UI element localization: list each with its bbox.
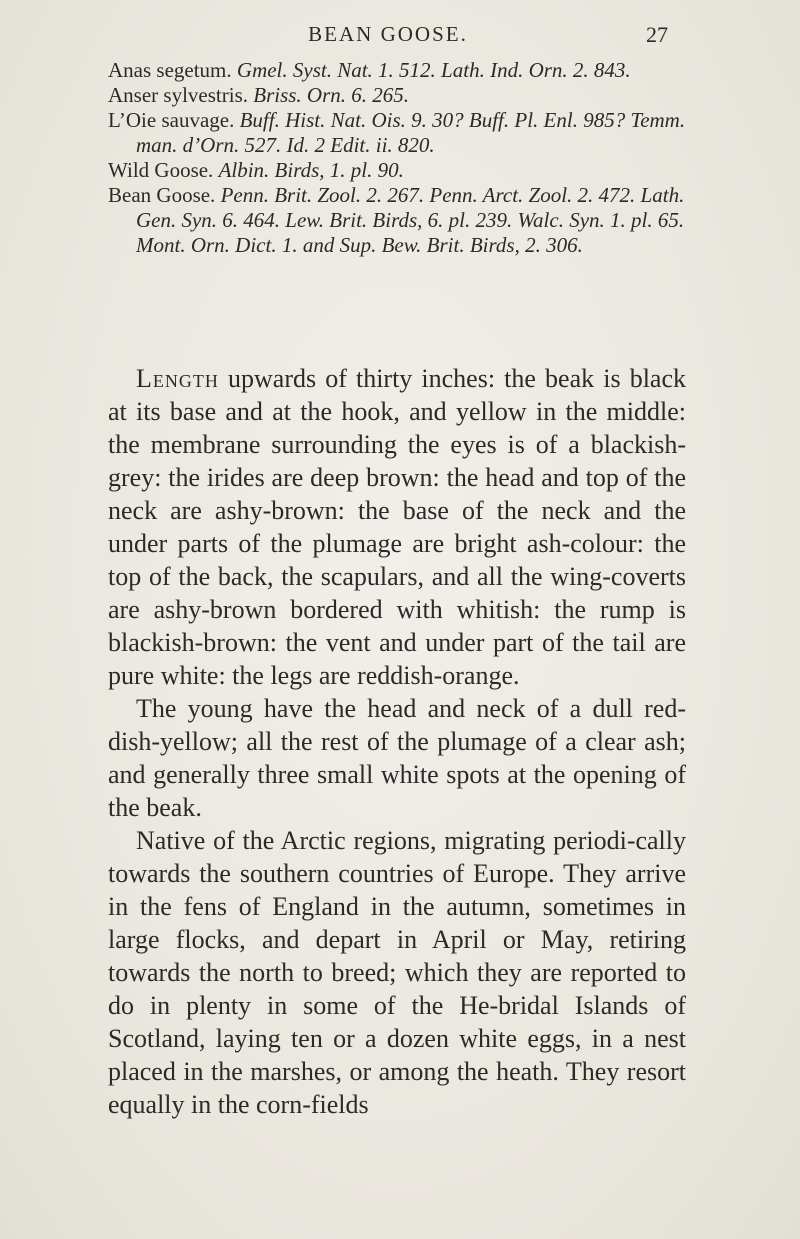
synonymy-list <box>108 58 686 258</box>
paragraph-lead-word: Length <box>136 364 219 393</box>
synonym-entry <box>108 158 686 183</box>
synonym-name: Wild Goose. <box>108 158 214 182</box>
running-title: BEAN GOOSE. <box>308 22 468 46</box>
paragraph-description <box>108 362 686 692</box>
synonym-references: Buff. Hist. Nat. Ois. 9. 30? Buff. Pl. Enl. 985? Temm. man. d’Orn. 527. Id. 2 Edit. ii. 820. <box>136 108 686 157</box>
synonym-entry <box>108 83 686 108</box>
synonym-name: L’Oie sauvage. <box>108 108 235 132</box>
synonym-references: Briss. Orn. 6. 265. <box>253 83 410 107</box>
synonym-entry <box>108 58 686 83</box>
paragraph-text: upwards of thirty inches: the beak is black at its base and at the hook, and yellow in the middle: the membrane surrounding the eyes is of a blackish-grey: the irides are deep brown: the head and top of the neck are ashy-brown: the base of the neck and the under parts of the plumage are bright ash-colour: the top of the back, the scapulars, and all the wing-coverts are ashy-brown bordered with whitish: the rump is blackish-brown: the vent and under part of the tail are pure white: the legs are reddish-orange. <box>108 364 687 690</box>
synonym-references: Albin. Birds, 1. pl. 90. <box>218 158 404 182</box>
description-text <box>108 362 686 1121</box>
paragraph-habitat: Native of the Arctic regions, migrating periodi-cally towards the southern countries of Europe. They arrive in the fens of England in the autumn, sometimes in large flocks, and depart in April or May, retiring towards the north to breed; which they are reported to do in plenty in some of the He-bridal Islands of Scotland, laying ten or a dozen white eggs, in a nest placed in the marshes, or among the heath. They resort equally in the corn-fields <box>108 826 686 1119</box>
synonym-references: Penn. Brit. Zool. 2. 267. Penn. Arct. Zool. 2. 472. Lath. Gen. Syn. 6. 464. Lew. Brit. Birds, 6. pl. 239. Walc. Syn. 1. pl. 65. Mont. Orn. Dict. 1. and Sup. Bew. Brit. Birds, 2. 306. <box>136 183 685 257</box>
synonym-entry <box>108 108 686 158</box>
running-head <box>108 22 668 52</box>
synonym-name: Anas segetum. <box>108 58 232 82</box>
synonym-name: Bean Goose. <box>108 183 216 207</box>
synonym-references: Gmel. Syst. Nat. 1. 512. Lath. Ind. Orn. 2. 843. <box>236 58 631 82</box>
synonym-name: Anser sylvestris. <box>108 83 248 107</box>
synonym-entry <box>108 183 686 258</box>
page-number: 27 <box>646 22 668 47</box>
paragraph-young: The young have the head and neck of a dull red-dish-yellow; all the rest of the plumage of a clear ash; and generally three small white spots at the opening of the beak. <box>108 694 686 822</box>
